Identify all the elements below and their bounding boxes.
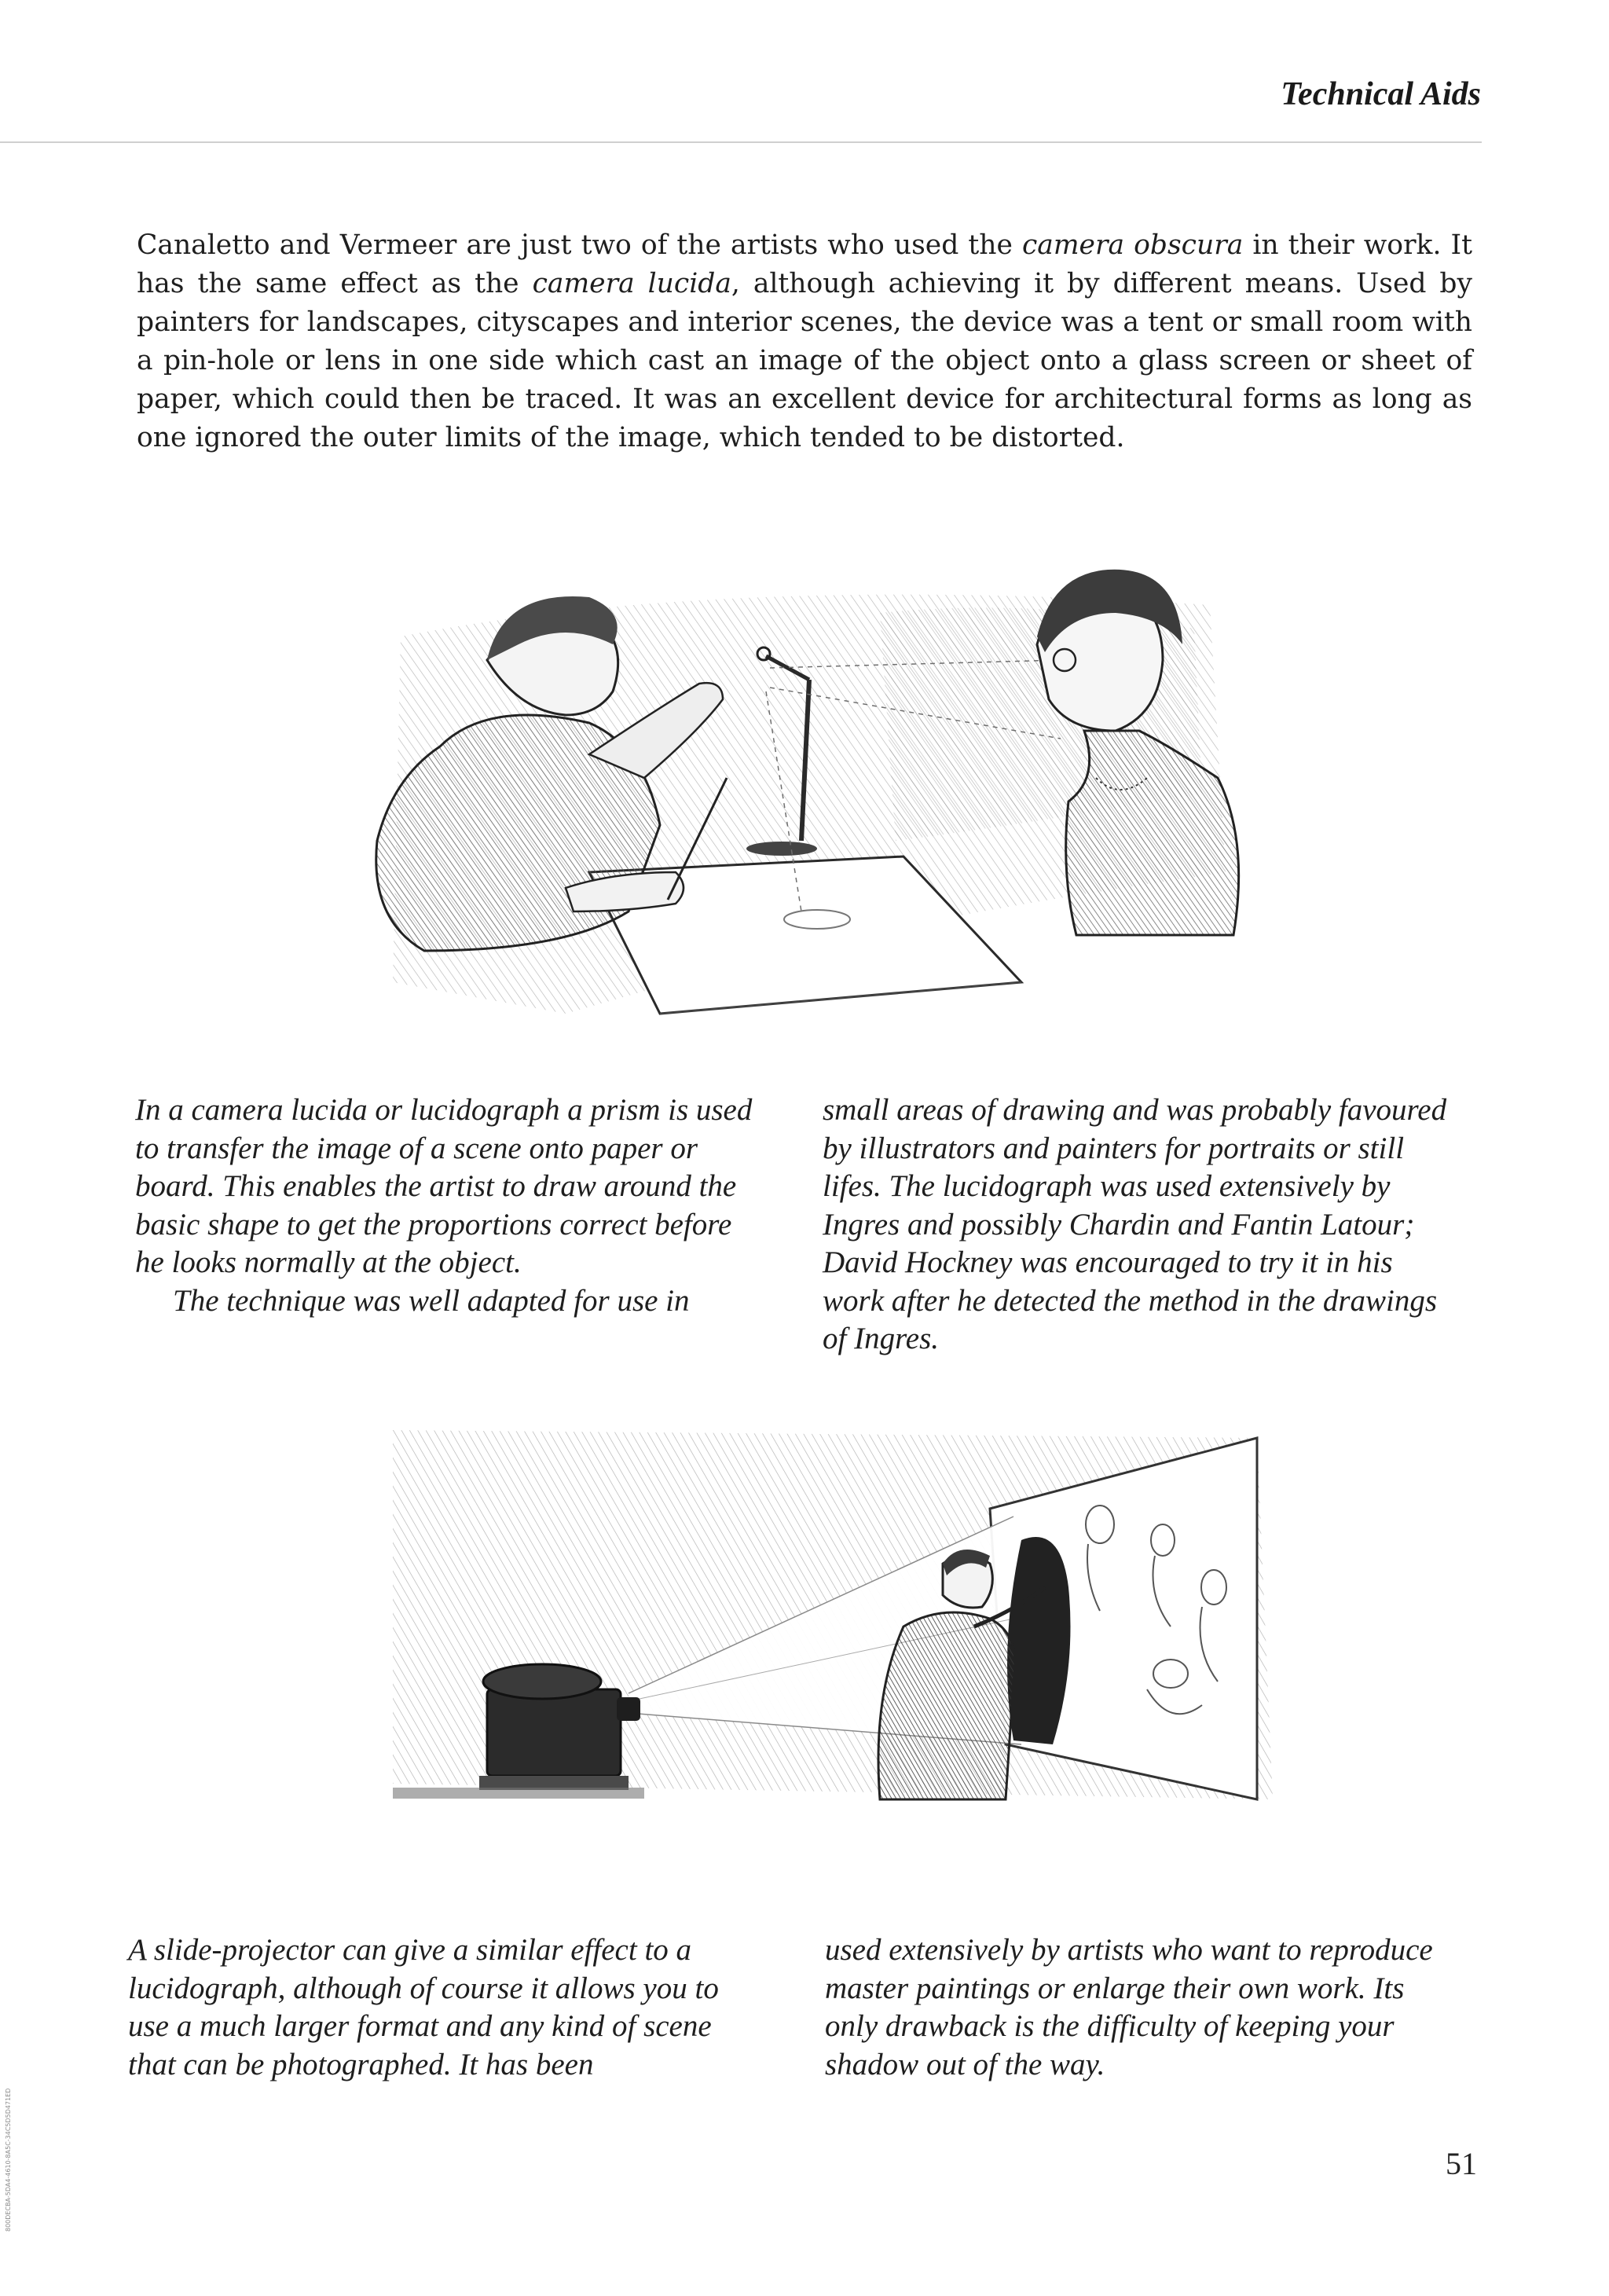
printer-imprint: 800DECBA-5DA4-4610-8A5C-34C5D5D471ED [5,2088,12,2232]
caption-projector-para-2: used extensively by artists who want to reproduce master paintings or enlarge their own work. Its only drawback is the difficulty of keeping your shadow out of the way. [825,1933,1433,2081]
caption-projector-col-1 [128,1931,757,2084]
page-number: 51 [1446,2146,1477,2181]
caption-lucida-para-1: In a camera lucida or lucidograph a prism is used to transfer the image of a scene onto paper or board. This enables the artist to draw around the basic shape to get the proportions correct before he looks normally at the object. [135,1093,753,1279]
camera-lucida-illustration [330,542,1296,1045]
intro-paragraph [137,226,1472,457]
intro-text-1: Canaletto and Vermeer are just two of the artists who used the [137,229,1022,261]
caption-lucida-col-1 [135,1091,764,1320]
running-head: Technical Aids [1281,76,1481,112]
header-rule [0,141,1482,143]
slide-projector-illustration [393,1430,1288,1839]
caption-lucida-para-2: The technique was well adapted for use in [173,1283,690,1318]
intro-text-3: , although achieving it by different means. Used by painters for landscapes, cityscapes and interior scenes, the device was a tent or small room with a pin-hole or lens in one side which cast an image of the object onto a glass screen or sheet of paper, which could then be traced. It was an excellent device for architectural forms as long as one ignored the outer limits of the image, which tended to be distorted. [137,268,1472,453]
caption-lucida-col-2 [823,1091,1451,1359]
caption-projector-para-1: A slide-projector can give a similar effect to a lucidograph, although of course it allows you to use a much larger format and any kind of scene that can be photographed. It has been [128,1933,719,2081]
intro-term-camera-obscura: camera obscura [1021,229,1244,261]
caption-lucida-para-3: small areas of drawing and was probably favoured by illustrators and painters for portraits or still lifes. The lucidograph was used extensively by Ingres and possibly Chardin and Fantin Latour; David Hockney was encouraged to try it in his work after he detected the method in the drawings of Ingres. [823,1093,1447,1355]
caption-projector-col-2 [825,1931,1453,2084]
intro-term-camera-lucida: camera lucida [532,268,731,299]
intro-text-2: in their work. It has the same effect as the [137,229,1472,299]
